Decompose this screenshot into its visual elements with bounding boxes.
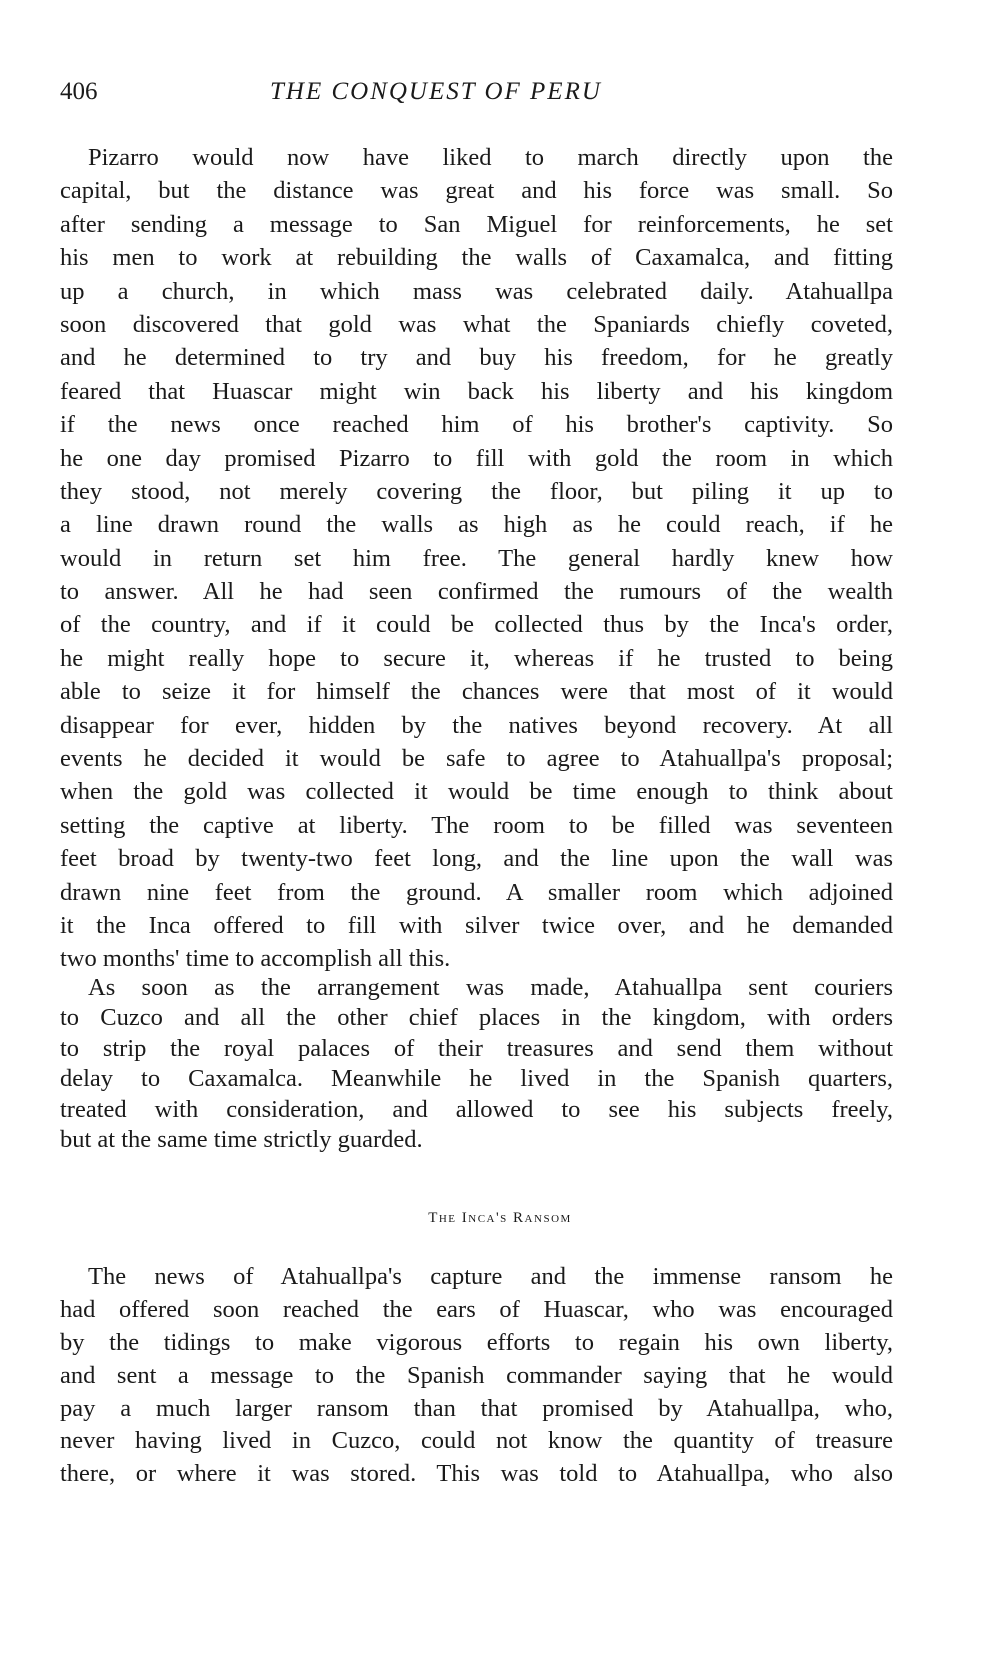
text-line: when the gold was collected it would be time enough to think about bbox=[60, 778, 893, 806]
text-line: but at the same time strictly guarded. bbox=[60, 1125, 423, 1153]
text-line: feared that Huascar might win back his liberty and his kingdom bbox=[60, 377, 893, 405]
text-line: feet broad by twenty-two feet long, and the line upon the wall was bbox=[60, 845, 893, 873]
text-line: events he decided it would be safe to agree to Atahuallpa's proposal; bbox=[60, 745, 893, 773]
text-line: he might really hope to secure it, whereas if he trusted to being bbox=[60, 644, 893, 672]
text-line: able to seize it for himself the chances were that most of it would bbox=[60, 678, 893, 706]
text-line: As soon as the arrangement was made, Atahuallpa sent couriers bbox=[88, 974, 893, 1001]
text-line: would in return set him free. The general hardly knew how bbox=[60, 544, 893, 572]
text-line: a line drawn round the walls as high as he could reach, if he bbox=[60, 511, 893, 539]
text-line: two months' time to accomplish all this. bbox=[60, 945, 451, 973]
text-line: his men to work at rebuilding the walls of Caxamalca, and fitting bbox=[60, 244, 893, 272]
text-line: The news of Atahuallpa's capture and the immense ransom he bbox=[88, 1263, 893, 1290]
text-line: and sent a message to the Spanish commander saying that he would bbox=[60, 1361, 893, 1389]
text-line: treated with consideration, and allowed to see his subjects freely, bbox=[60, 1095, 893, 1123]
page-number: 406 bbox=[60, 78, 98, 105]
text-line: Pizarro would now have liked to march directly upon the bbox=[88, 144, 893, 171]
section-heading: The Inca's Ransom bbox=[428, 1210, 572, 1226]
text-line: disappear for ever, hidden by the natives beyond recovery. At all bbox=[60, 711, 893, 739]
text-line: if the news once reached him of his brother's captivity. So bbox=[60, 411, 893, 439]
text-line: to answer. All he had seen confirmed the rumours of the wealth bbox=[60, 578, 893, 606]
paragraph-3 bbox=[60, 1261, 893, 1491]
text-line: to Cuzco and all the other chief places in the kingdom, with orders bbox=[60, 1004, 893, 1032]
text-line: of the country, and if it could be collected thus by the Inca's order, bbox=[60, 611, 893, 639]
text-line: they stood, not merely covering the floor, but piling it up to bbox=[60, 477, 893, 505]
text-line: had offered soon reached the ears of Huascar, who was encouraged bbox=[60, 1295, 893, 1323]
text-line: soon discovered that gold was what the Spaniards chiefly coveted, bbox=[60, 310, 893, 338]
text-line: after sending a message to San Miguel for reinforcements, he set bbox=[60, 210, 893, 238]
text-line: by the tidings to make vigorous efforts to regain his own liberty, bbox=[60, 1328, 893, 1356]
paragraph-2 bbox=[60, 973, 893, 1155]
text-line: drawn nine feet from the ground. A smaller room which adjoined bbox=[60, 878, 893, 906]
text-line: pay a much larger ransom than that promised by Atahuallpa, who, bbox=[60, 1394, 893, 1422]
text-line: up a church, in which mass was celebrated daily. Atahuallpa bbox=[60, 277, 893, 305]
text-line: there, or where it was stored. This was told to Atahuallpa, who also bbox=[60, 1460, 893, 1488]
text-line: capital, but the distance was great and his force was small. So bbox=[60, 177, 893, 205]
paragraph-1 bbox=[60, 141, 893, 976]
text-line: never having lived in Cuzco, could not know the quantity of treasure bbox=[60, 1427, 893, 1455]
running-title: THE CONQUEST OF PERU bbox=[270, 78, 602, 105]
text-line: it the Inca offered to fill with silver twice over, and he demanded bbox=[60, 911, 893, 939]
text-line: delay to Caxamalca. Meanwhile he lived in the Spanish quarters, bbox=[60, 1065, 893, 1093]
text-line: he one day promised Pizarro to fill with gold the room in which bbox=[60, 444, 893, 472]
text-line: to strip the royal palaces of their treasures and send them without bbox=[60, 1034, 893, 1062]
text-line: and he determined to try and buy his freedom, for he greatly bbox=[60, 344, 893, 372]
text-line: setting the captive at liberty. The room to be filled was seventeen bbox=[60, 811, 893, 839]
